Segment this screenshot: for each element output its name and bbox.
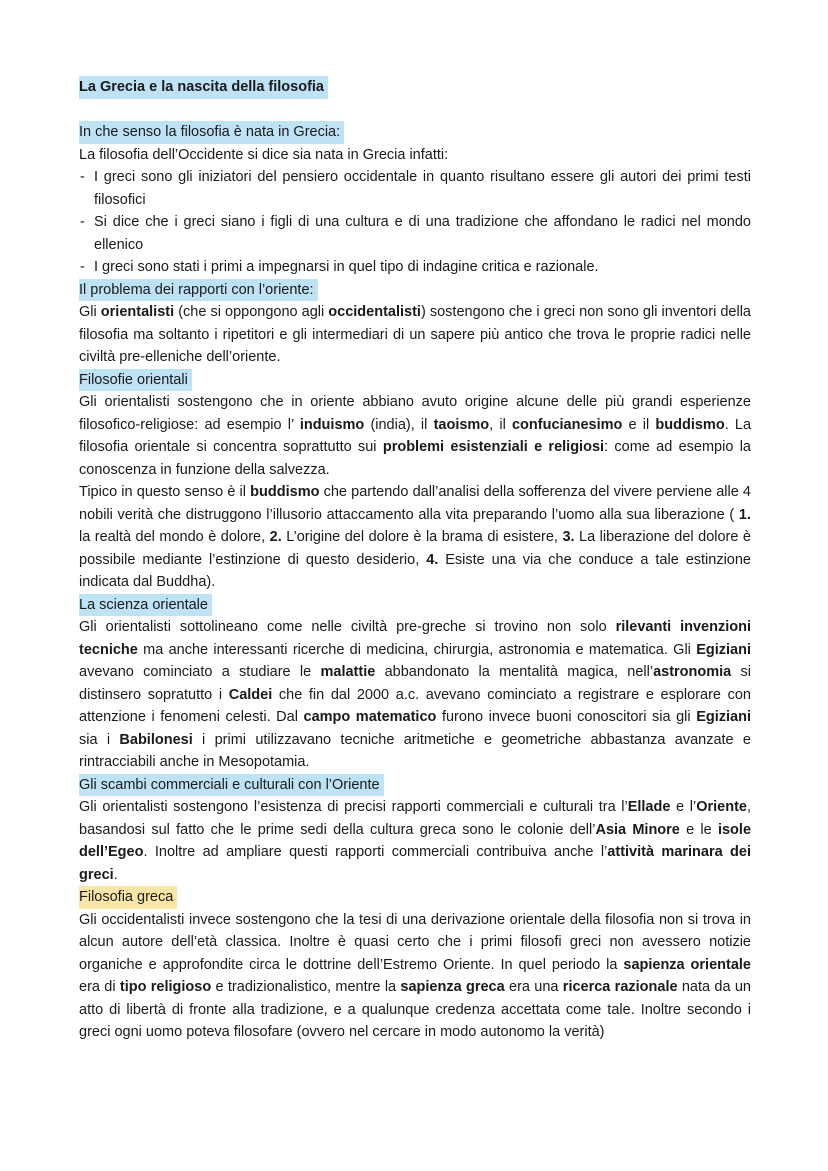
paragraph-scienza-orientale: Gli orientalisti sottolineano come nelle civiltà pre-greche si trovino non solo rilevanti invenzioni tecniche ma anche interessanti ricerche di medicina, chirurgia, astronomia e matematica. Gli Egiziani avevano cominciato a studiare le malattie abbandonato la mentalità magica, nell’astronomia si distinsero sopratutto i Caldei che fin dal 2000 a.c. avevano cominciato a registrare e esplorare con attenzione i fenomeni celesti. Dal campo matematico furono invece buoni conoscitori sia gli Egiziani sia i Babilonesi i primi utilizzavano tecniche aritmetiche e geometriche abbastanza avanzate e rintracciabili anche in Mesopotamia.	[79, 619, 752, 770]
document-page	[79, 76, 751, 1044]
section-intro: La filosofia dell’Occidente si dice sia nata in Grecia infatti:	[79, 146, 449, 163]
section-heading-filosofie-orientali: Filosofie orientali	[79, 369, 192, 392]
section-heading-scienza-orientale: La scienza orientale	[79, 594, 212, 617]
list-item: - I greci sono stati i primi a impegnarsi in quel tipo di indagine critica e razionale.	[79, 256, 751, 279]
section-heading-nascita: In che senso la filosofia è nata in Grecia:	[79, 121, 344, 144]
paragraph-filosofie-orientali: Gli orientalisti sostengono che in oriente abbiano avuto origine alcune delle più grandi esperienze filosofico-religiose: ad esempio l’ induismo (india), il taoismo, il confucianesimo e il buddismo. La filosofia orientale si concentra soprattutto sui problemi esistenziali e religiosi: come ad esempio la conoscenza in funzione della salvezza.	[79, 394, 752, 478]
paragraph-scambi: Gli orientalisti sostengono l’esistenza di precisi rapporti commerciali e culturali tra l’Ellade e l’Oriente, basandosi sul fatto che le prime sedi della cultura greca sono le colonie dell’Asia Minore e le isole dell’Egeo. Inoltre ad ampliare questi rapporti commerciali contribuiva anche l’attività marinara dei greci.	[79, 799, 752, 883]
reasons-list	[79, 166, 751, 279]
paragraph-rapporti: Gli orientalisti (che si oppongono agli occidentalisti) sostengono che i greci non sono gli inventori della filosofia ma soltanto i ripetitori e gli intermediari di un sapere più antico che trova le proprie radici nelle civiltà pre-elleniche dell’oriente.	[79, 304, 751, 365]
list-item: - I greci sono gli iniziatori del pensiero occidentale in quanto risultano essere gli autori dei primi testi filosofici	[79, 166, 751, 211]
paragraph-filosofia-greca: Gli occidentalisti invece sostengono che la tesi di una derivazione orientale della filosofia non si trova in alcun autore dell’età classica. Inoltre è quasi certo che i primi filosofi greci non avessero notizie organiche e approfondite circa le dottrine dell’Estremo Oriente. In quel periodo la sapienza orientale era di tipo religioso e tradizionalistico, mentre la sapienza greca era una ricerca razionale nata da un atto di libertà di fronte alla tradizione, e a qualunque credenza accettata come tale. Inoltre secondo i greci ogni uomo poteva filosofare (ovvero nel cercare in modo autonomo la verità)	[79, 911, 751, 1040]
section-heading-scambi: Gli scambi commerciali e culturali con l’Oriente	[79, 774, 384, 797]
section-heading-rapporti: Il problema dei rapporti con l’oriente:	[79, 279, 318, 302]
section-heading-filosofia-greca: Filosofia greca	[79, 886, 177, 909]
paragraph-buddismo: Tipico in questo senso è il buddismo che partendo dall’analisi della sofferenza del vivere perviene alle 4 nobili verità che distruggono l’illusorio attaccamento alla vita preparando l’uomo alla sua liberazione ( 1. la realtà del mondo è dolore, 2. L’origine del dolore è la brama di esistere, 3. La liberazione del dolore è possibile mediante l’estinzione di questo desiderio, 4. Esiste una via che conduce a tale estinzione indicata dal Buddha).	[79, 484, 752, 590]
document-title: La Grecia e la nascita della filosofia	[79, 76, 328, 99]
list-item: - Si dice che i greci siano i figli di una cultura e di una tradizione che affondano le radici nel mondo ellenico	[79, 211, 751, 256]
